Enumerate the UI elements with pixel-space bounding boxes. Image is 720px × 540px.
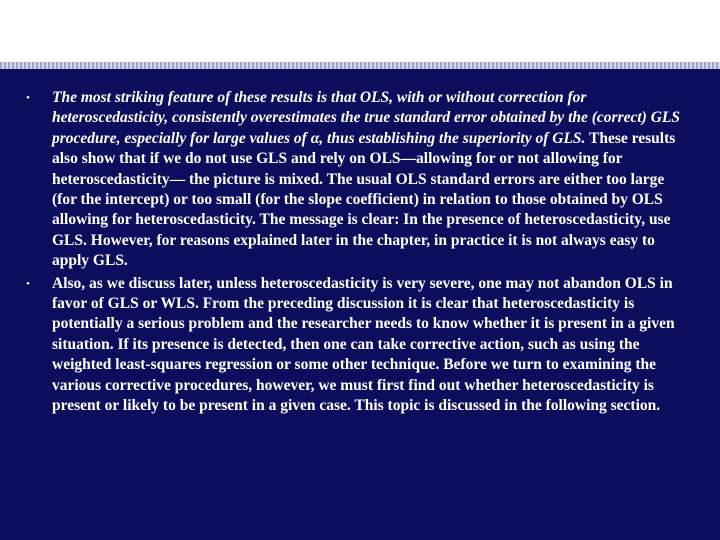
- bullet-item-ols-discussion: [22, 274, 690, 417]
- bullet-marker: •: [26, 277, 30, 290]
- slide-body: [22, 88, 690, 419]
- header-divider: [0, 62, 720, 69]
- bullet-marker: •: [26, 92, 30, 104]
- bullet-text: These results also show that if we do not use GLS and rely on OLS—allowing for or not allowing for heteroscedasticity— the picture is mixed. The usual OLS standard errors are either too large (for the intercept) or too small (for the slope coefficient) in relation to those obtained by OLS allowing for heteroscedasticity. The message is clear: In the presence of heteroscedasticity, use GLS. However, for reasons explained later in the chapter, in practice it is not always easy to apply GLS.: [52, 129, 676, 270]
- bullet-item-gls-results: [22, 88, 690, 272]
- bullet-text: Also, as we discuss later, unless heteroscedasticity is very severe, one may not abandon OLS in favor of GLS or WLS. From the preceding discussion it is clear that heteroscedasticity is potentially a serious problem and the researcher needs to know whether it is present in a given situation. If its presence is detected, then one can take corrective action, such as using the weighted least-squares regression or some other technique. Before we turn to examining the various corrective procedures, however, we must first find out whether heteroscedasticity is present or likely to be present in a given case. This topic is discussed in the following section.: [52, 274, 675, 415]
- bullet-italic-text: The most striking feature of these results is that OLS, with or without correction for heteroscedasticity, consistently overestimates the true standard error obtained by the (correct) GLS procedure, especially for large values of α, thus establishing the superiority of GLS.: [52, 89, 680, 147]
- slide-title-area: [0, 0, 720, 62]
